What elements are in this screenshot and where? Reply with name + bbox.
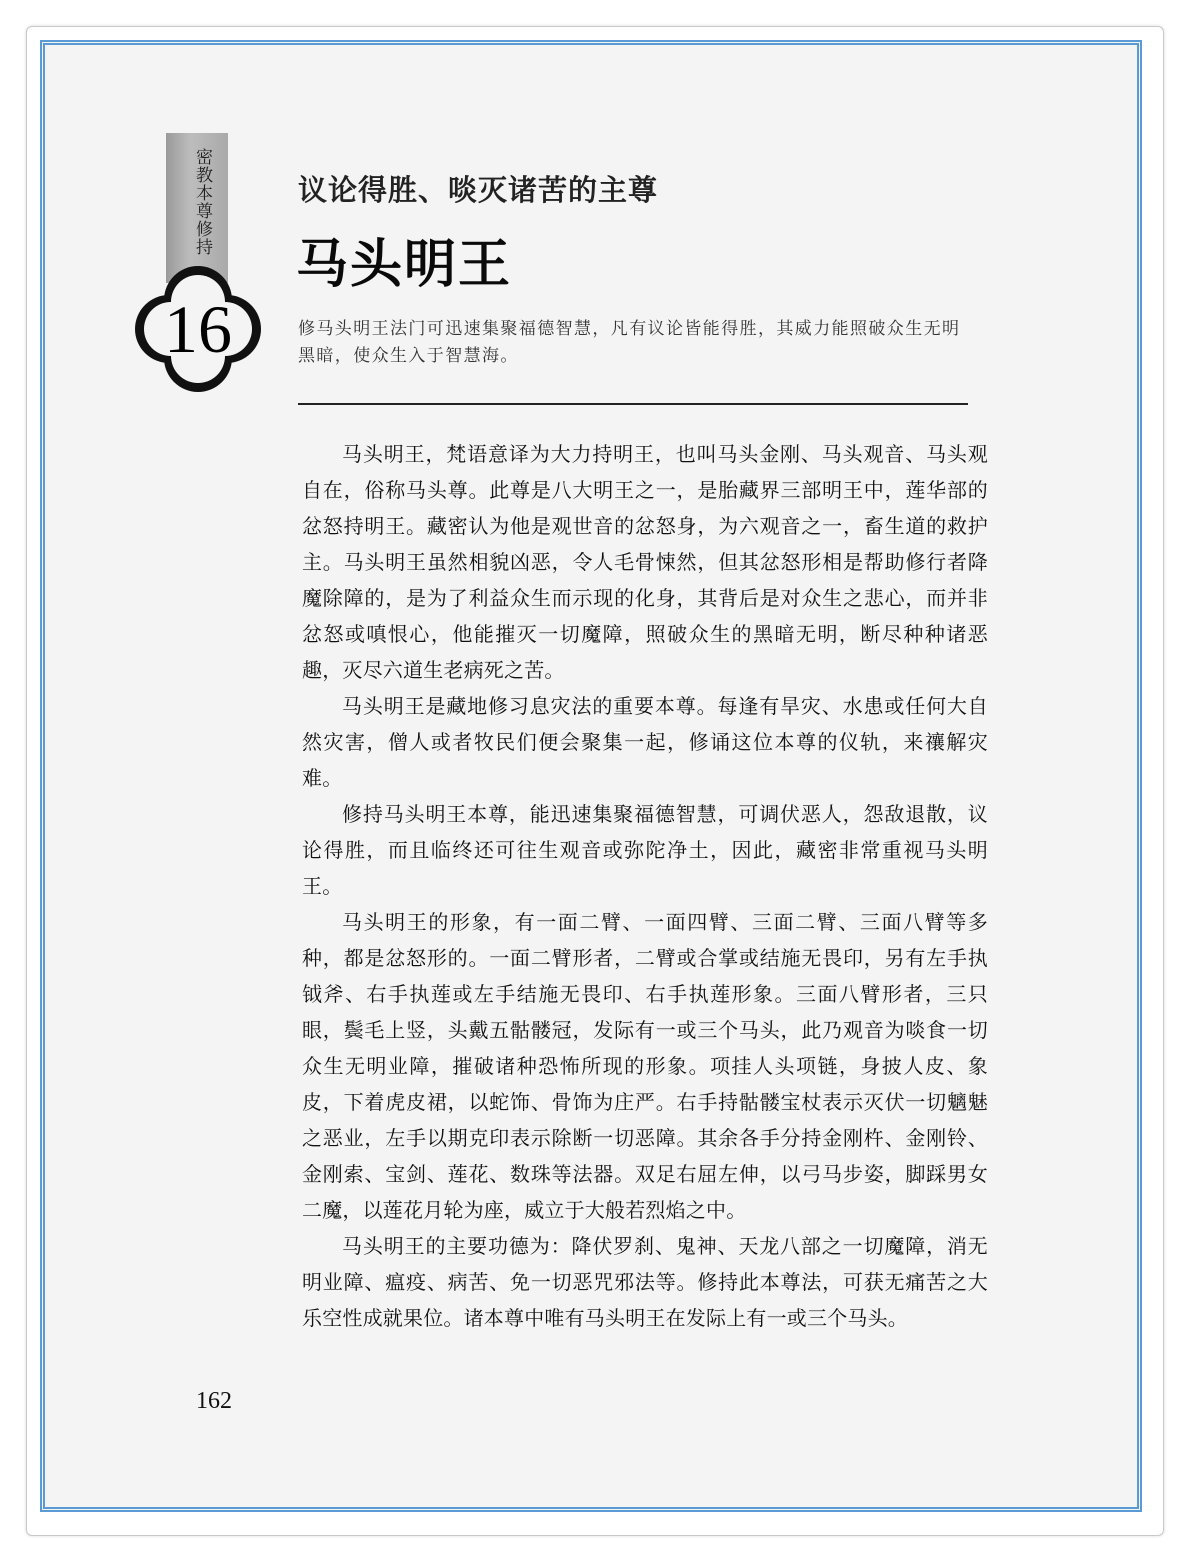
chapter-title: 马头明王	[296, 234, 513, 295]
chapter-intro: 修马头明王法门可迅速集聚福德智慧，凡有议论皆能得胜，其威力能照破众生无明黑暗，使众生入于智慧海。	[298, 319, 961, 366]
body-paragraph: 马头明王的形象，有一面二臂、一面四臂、三面二臂、三面八臂等多种，都是忿怒形的。一面二臂形者，二臂或合掌或结施无畏印，另有左手执钺斧、右手执莲或左手结施无畏印、右手执莲形象。三面八臂形者，三只眼，鬓毛上竖，头戴五骷髅冠，发际有一或三个马头，此乃观音为啖食一切众生无明业障，摧破诸种恐怖所现的形象。项挂人头项链，身披人皮、象皮，下着虎皮裙，以蛇饰、骨饰为庄严。右手持骷髅宝杖表示灭伏一切魑魅之恶业，左手以期克印表示除断一切恶障。其余各手分持金刚杵、金刚铃、金刚索、宝剑、莲花、数珠等法器。双足右屈左伸，以弓马步姿，脚踩男女二魔，以莲花月轮为座，威立于大般若烈焰之中。	[302, 910, 988, 1222]
body-paragraph: 马头明王是藏地修习息灾法的重要本尊。每逢有旱灾、水患或任何大自然灾害，僧人或者牧民们便会聚集一起，修诵这位本尊的仪轨，来禳解灾难。	[302, 694, 988, 790]
page-number: 162	[196, 1388, 232, 1414]
chapter-number: 16	[164, 291, 232, 367]
body-text	[302, 436, 988, 1336]
body-paragraph: 马头明王，梵语意译为大力持明王，也叫马头金刚、马头观音、马头观自在，俗称马头尊。此尊是八大明王之一，是胎藏界三部明王中，莲华部的忿怒持明王。藏密认为他是观世音的忿怒身，为六观音之一，畜生道的救护主。马头明王虽然相貌凶恶，令人毛骨悚然，但其忿怒形相是帮助修行者降魔除障的，是为了利益众生而示现的化身，其背后是对众生之悲心，而并非忿怒或嗔恨心，他能摧灭一切魔障，照破众生的黑暗无明，断尽种种诸恶趣，灭尽六道生老病死之苦。	[302, 442, 988, 682]
side-tab-label: 密教本尊修持	[192, 148, 212, 256]
divider-rule	[298, 403, 968, 405]
chapter-subtitle: 议论得胜、啖灭诸苦的主尊	[298, 173, 659, 207]
body-paragraph: 修持马头明王本尊，能迅速集聚福德智慧，可调伏恶人，怨敌退散，议论得胜，而且临终还可往生观音或弥陀净土，因此，藏密非常重视马头明王。	[302, 802, 988, 898]
body-paragraph: 马头明王的主要功德为：降伏罗刹、鬼神、天龙八部之一切魔障，消无明业障、瘟疫、病苦、免一切恶咒邪法等。修持此本尊法，可获无痛苦之大乐空性成就果位。诸本尊中唯有马头明王在发际上有一或三个马头。	[302, 1234, 988, 1330]
